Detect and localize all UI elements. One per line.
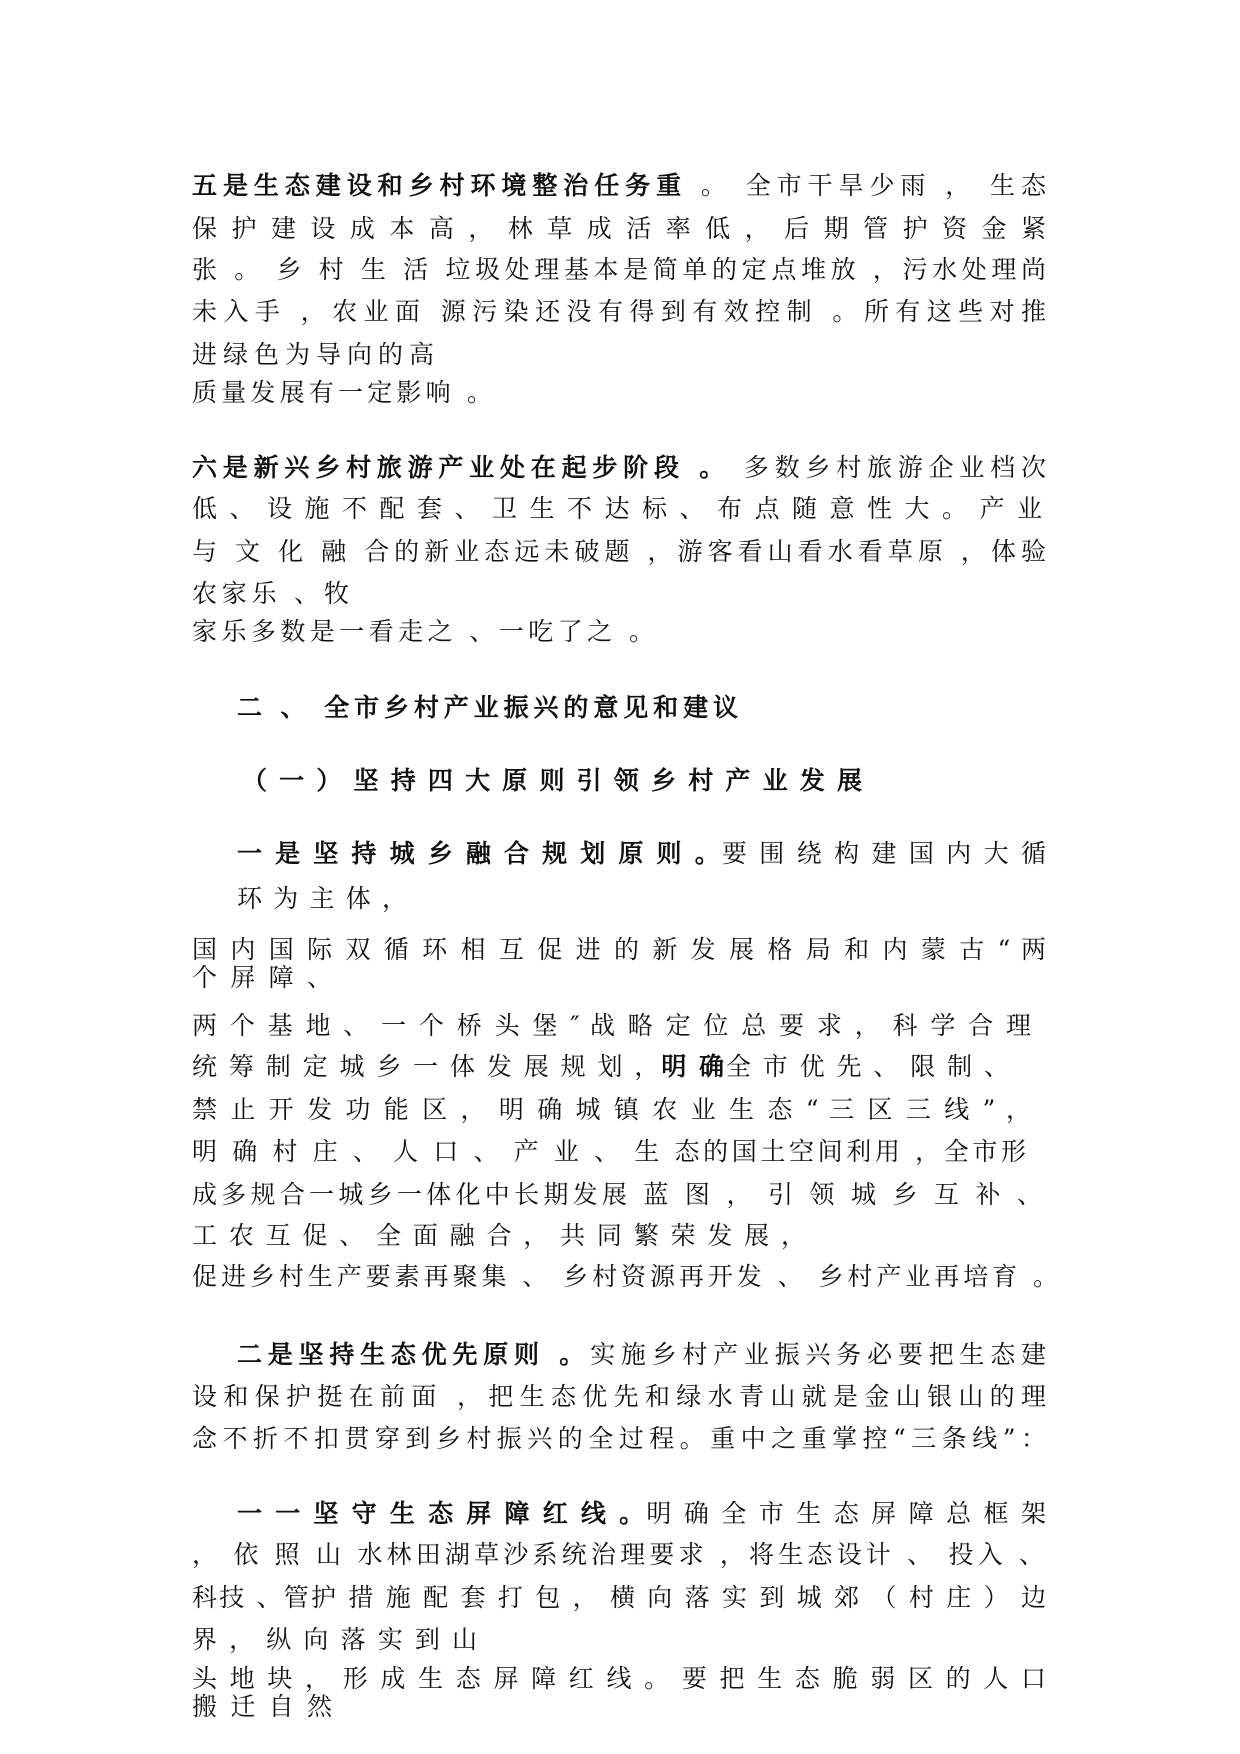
line-text: 个 屏 障 、 [192,963,332,992]
text-line [237,883,407,915]
line-text: ， 依 照 山 水林田湖草沙系统治理要求 ，将生态设计 、 投入 、 [192,1540,1044,1569]
line-text: 与 文 化 融 合的新业态远未破题 ，游客看山看水看草原 ，体验 [192,537,1046,566]
line-text: 促进乡村生产要素再聚集 、 乡村资源再开发 、 乡村产业再培育 。 [192,1262,1058,1291]
text-line [192,578,349,610]
text-line [192,213,1046,245]
text-line [237,1339,1046,1371]
text-line [192,1261,1058,1293]
text-line [192,1624,477,1656]
line-text: 统 筹 制 定 城 乡 一 体 发 展 规 划 ， [192,1052,662,1081]
text-line [192,1423,1046,1455]
line-text: 国 内 国 际 双 循 环 相 互 促 进 的 新 发 展 格 局 和 内 蒙 古 “ 两 [192,935,1046,964]
paragraph-lead: 二是坚持生态优先原则 。 [237,1340,591,1369]
text-line [192,493,1042,525]
line-text: 念不折不扣贯穿到乡村振兴的全过程。重中之重掌控“三条线”： [192,1424,1046,1453]
line-text: 要 围 绕 构 建 国 内 大 循 [721,839,1046,868]
text-line [192,1691,332,1723]
heading-text: 二 、 全市乡村产业振兴的意见和建议 [237,693,738,722]
line-text: 头 地 块 ， 形 成 生 态 屏 障 红 线 。 要 把 生 态 脆 弱 区 的 人 口 [192,1664,1046,1693]
line-text: 进绿色为导向的高 [192,340,434,369]
line-text: 成多规合一城乡一体化中长期发展 蓝 图 ， 引 领 城 乡 互 补 、 [192,1180,1042,1209]
line-text: 环 为 主 体 ， [237,884,407,913]
section-heading [237,692,738,724]
text-line [192,616,654,648]
line-text: 未入手 ，农业面 源污染还没有得到有效控制 。所有这些对推 [192,297,1046,326]
text-line [192,452,1046,484]
text-line [192,1220,806,1252]
text-line [192,1539,1044,1571]
line-text: 张 。 乡 村 生 活 垃圾处理基本是简单的定点堆放 ，污水处理尚 [192,255,1046,284]
paragraph-lead: 一 是 坚 持 城 乡 融 合 规 划 原 则 。 [237,839,722,868]
text-line [192,339,434,371]
line-text: 多数乡村旅游企业档次 [730,453,1046,482]
line-text: 明 确 村 庄 、 人 口 、 产 业 、 生 态的国土空间利用 ，全市形 [192,1137,1026,1166]
text-line [192,536,1046,568]
text-line [237,1498,1046,1530]
text-line [237,838,1046,870]
line-text: 明 确 全 市 生 态 屏 障 总 框 架 [646,1499,1046,1528]
line-text: 低 、 设 施 不 配 套 、 卫 生 不 达 标 、 布 点 随 意 性 大 。 产 业 [192,494,1042,523]
line-text: 设和保护挺在前面 ，把生态优先和绿水青山就是金山银山的理 [192,1382,1046,1411]
line-text: 。 全市干旱少雨 ， 生态 [687,171,1046,200]
paragraph-lead: 一 一 坚 守 生 态 屏 障 红 线 。 [237,1499,647,1528]
text-line [192,1381,1046,1413]
text-line [192,170,1046,202]
line-text: 两 个 基 地 、 一 个 桥 头 堡 ″ 战 略 定 位 总 要 求 ， 科 学 合 理 [192,1011,1031,1040]
text-line [192,296,1046,328]
emphasis-text: 明 确 [661,1052,726,1081]
subsection-heading [242,765,862,797]
paragraph-lead: 五是生态建设和乡村环境整治任务重 [192,171,688,200]
text-line [192,962,332,994]
text-line [192,377,492,409]
text-line [192,1582,1046,1614]
text-line [192,1010,1031,1042]
line-text: 科技 、管护 措 施 配 套 打 包 ， 横 向 落 实 到 城 郊 （ 村 庄 ） 边 [192,1583,1046,1612]
text-line [192,1051,1009,1083]
text-line [192,1136,1026,1168]
line-text: 搬 迁 自 然 [192,1692,332,1721]
line-text: 界 ， 纵 向 落 实 到 山 [192,1625,477,1654]
text-line [192,1094,1031,1126]
paragraph-lead: 六是新兴乡村旅游产业处在起步阶段 。 [192,453,731,482]
line-text: 工 农 互 促 、 全 面 融 合 ， 共 同 繁 荣 发 展 ， [192,1221,806,1250]
line-text: 实施乡村产业振兴务必要把生态建 [590,1340,1046,1369]
text-line [192,1179,1042,1211]
line-text: 质量发展有一定影响 。 [192,378,492,407]
line-text: 农家乐 、牧 [192,579,349,608]
line-text: 保 护 建 设 成 本 高 ， 林 草 成 活 率 低 ， 后 期 管 护 资 金 紧 [192,214,1046,243]
text-line [192,254,1046,286]
line-text: 家乐多数是一看走之 、一吃了之 。 [192,617,654,646]
line-text: 全 市 优 先 、 限 制 、 [725,1052,1009,1081]
heading-text: （ 一 ） 坚 持 四 大 原 则 引 领 乡 村 产 业 发 展 [242,766,862,795]
line-text: 禁 止 开 发 功 能 区 ， 明 确 城 镇 农 业 生 态 “ 三 区 三 线 ” ， [192,1095,1031,1124]
